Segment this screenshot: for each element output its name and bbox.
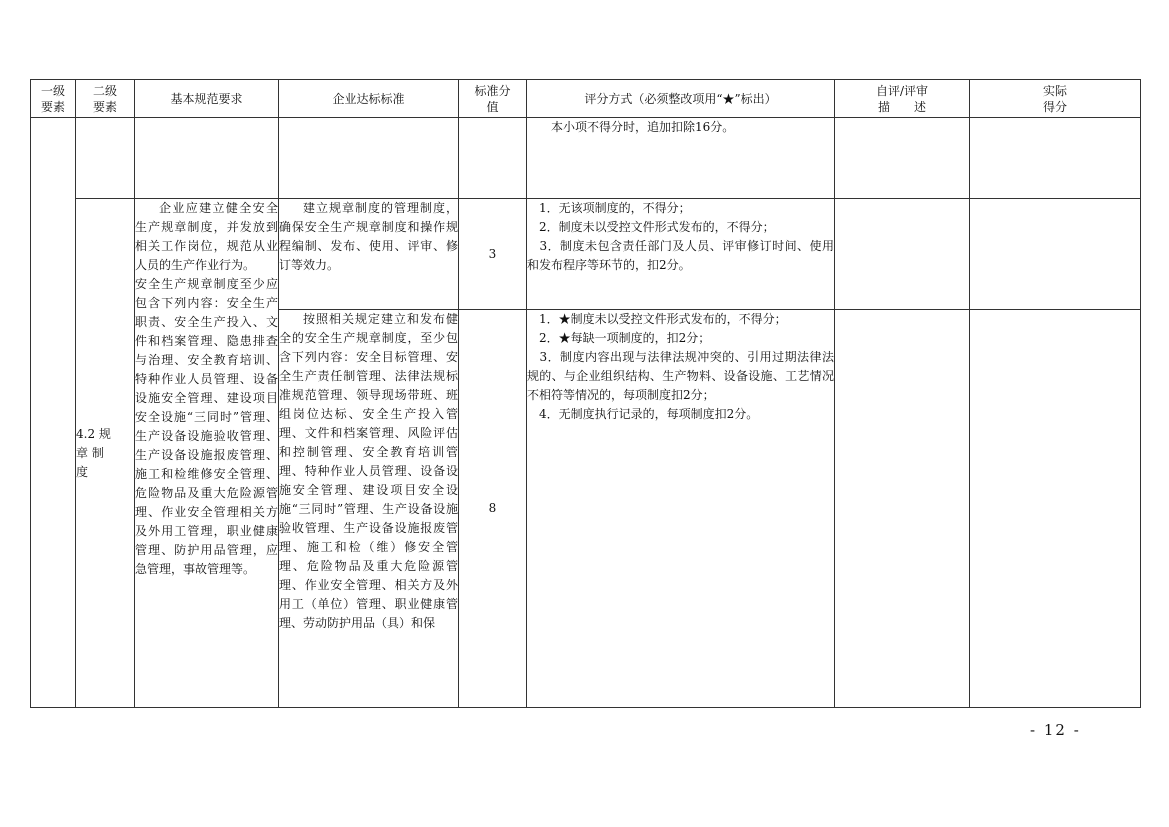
score-cell: 3 (459, 199, 527, 310)
table-row (31, 199, 1141, 310)
score-cell: 8 (459, 310, 527, 708)
page-number: - 12 - (1030, 721, 1081, 739)
header-actual: 实际 得分 (970, 80, 1141, 118)
section-label: 4.2 规 章 制 度 (76, 199, 135, 708)
header-level2: 二级 要素 (76, 80, 135, 118)
header-basic: 基本规范要求 (135, 80, 279, 118)
header-method: 评分方式（必须整改项用“★”标出） (527, 80, 835, 118)
basic-cell-empty (135, 118, 279, 199)
self-eval-cell (835, 118, 970, 199)
actual-score-cell (970, 310, 1141, 708)
header-self-eval: 自评/评审 描 述 (835, 80, 970, 118)
header-row (31, 80, 1141, 118)
basic-requirement: 企业应建立健全安全生产规章制度，并发放到相关工作岗位，规范从业人员的生产作业行为。 安全生产规章制度至少应包含下列内容：安全生产职责、安全生产投入、文件和档案管理、隐患排查与治理、安全教育培训、特种作业人员管理、设备设施安全管理、建设项目安全设施“三同时”管理、生产设备设施验收管理、生产设备设施报废管理、施工和检维修安全管理、危险物品及重大危险源管理、作业安全管理相关方及外用工管理，职业健康管理、防护用品管理，应急管理，事故管理等。 (135, 199, 279, 708)
level1-cell (31, 118, 76, 708)
table-row (31, 118, 1141, 199)
standard-cell: 建立规章制度的管理制度，确保安全生产规章制度和操作规程编制、发布、使用、评审、修订等效力。 (279, 199, 459, 310)
self-eval-cell (835, 310, 970, 708)
score-cell-empty (459, 118, 527, 199)
method-cell: 1．★制度未以受控文件形式发布的，不得分； 2．★每缺一项制度的，扣2分； 3．制度内容出现与法律法规冲突的、引用过期法律法规的、与企业组织结构、生产物料、设备设施、工艺情况不相符等情况的，每项制度扣2分； 4．无制度执行记录的，每项制度扣2分。 (527, 310, 835, 708)
header-standard: 企业达标标准 (279, 80, 459, 118)
self-eval-cell (835, 199, 970, 310)
method-cell: 本小项不得分时，追加扣除16分。 (527, 118, 835, 199)
header-level1: 一级 要素 (31, 80, 76, 118)
level2-cell-empty (76, 118, 135, 199)
standards-table (30, 79, 1141, 708)
header-score: 标准分 值 (459, 80, 527, 118)
actual-score-cell (970, 118, 1141, 199)
method-cell: 1．无该项制度的，不得分； 2．制度未以受控文件形式发布的，不得分； 3．制度未包含责任部门及人员、评审修订时间、使用和发布程序等环节的，扣2分。 (527, 199, 835, 310)
standard-cell: 按照相关规定建立和发布健全的安全生产规章制度，至少包含下列内容：安全目标管理、安全生产责任制管理、法律法规标准规范管理、领导现场带班、班组岗位达标、安全生产投入管理、文件和档案管理、风险评估和控制管理、安全教育培训管理、特种作业人员管理、设备设施安全管理、建设项目安全设施“三同时”管理、生产设备设施验收管理、生产设备设施报废管理、施工和检（维）修安全管理、危险物品及重大危险源管理、作业安全管理、相关方及外用工（单位）管理、职业健康管理、劳动防护用品（具）和保 (279, 310, 459, 708)
actual-score-cell (970, 199, 1141, 310)
standard-cell-empty (279, 118, 459, 199)
